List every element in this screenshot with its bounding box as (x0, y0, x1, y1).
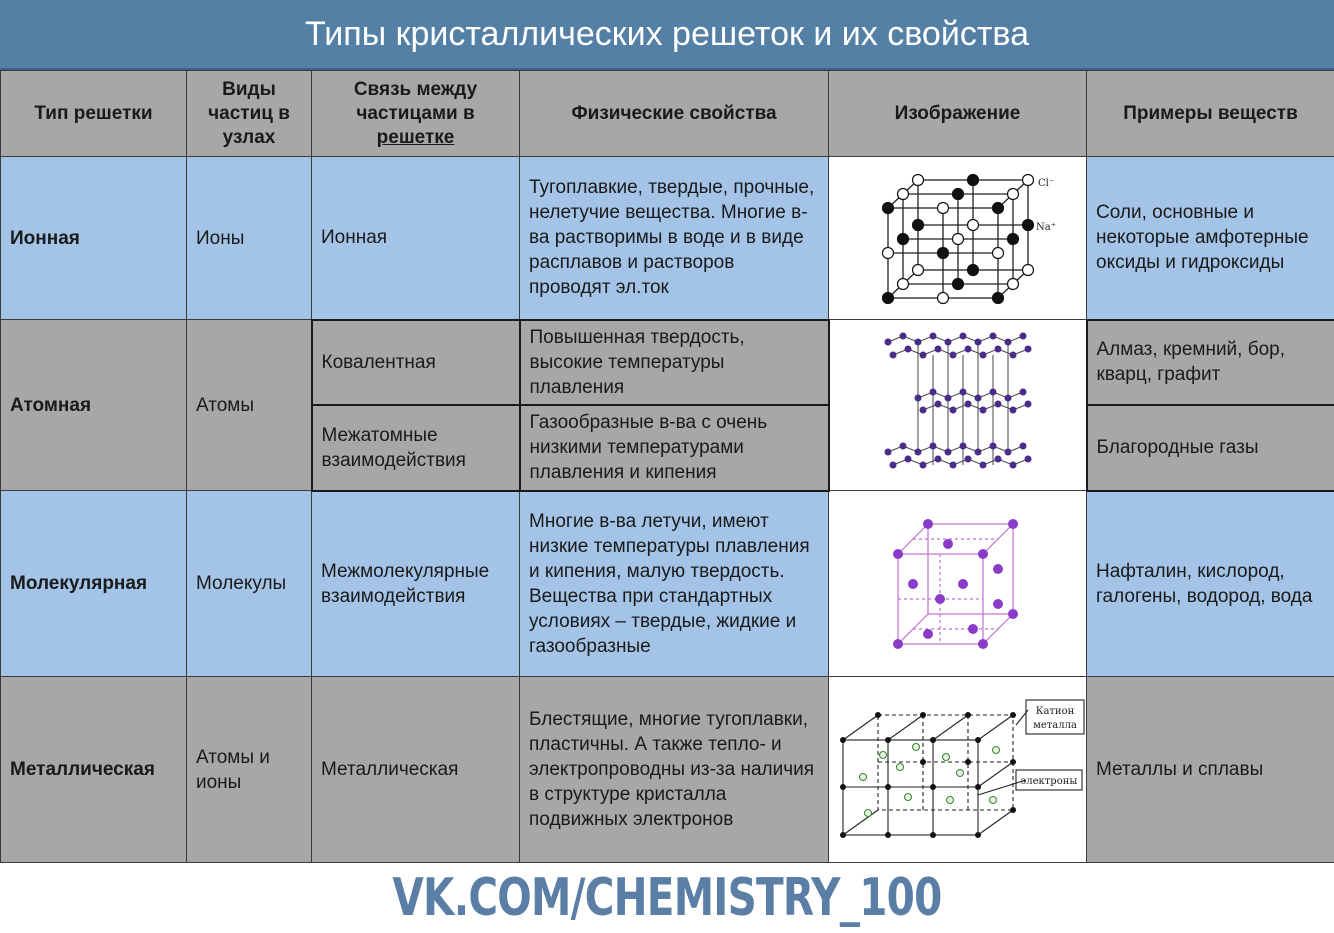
table-row-metallic (1, 677, 1334, 863)
metallic-label-electrons: электроны (1020, 775, 1078, 787)
header-examples: Примеры веществ (1087, 71, 1334, 157)
cell-bond: Ковалентная (312, 320, 520, 405)
cell-bond: Межмолекулярные взаимодействия (312, 491, 520, 677)
cell-examples: Благородные газы (1087, 405, 1334, 491)
table-row-atomic-1 (1, 320, 1334, 405)
header-particles: Виды частиц в узлах (187, 71, 312, 157)
cell-type: Атомная (1, 320, 187, 491)
cell-physical: Тугоплавкие, твердые, прочные, нелетучие вещества. Многие в-ва растворимы в воде и в виде расплавов и растворов проводят эл.ток (520, 157, 829, 320)
header-physical: Физические свойства (520, 71, 829, 157)
metallic-lattice-image (838, 695, 1087, 845)
cell-physical: Повышенная твердость, высокие температуры плавления (520, 320, 829, 405)
header-bond (312, 71, 520, 157)
cell-particles: Атомы (187, 320, 312, 491)
cell-examples: Металлы и сплавы (1087, 677, 1334, 863)
cell-image-molecular (829, 491, 1087, 677)
lattice-table (0, 70, 1334, 863)
cell-particles: Молекулы (187, 491, 312, 677)
atomic-lattice-image (878, 330, 1038, 480)
table-row-molecular (1, 491, 1334, 677)
cell-physical: Многие в-ва летучи, имеют низкие температуры плавления и кипения, малую твердость. Вещества при стандартных условиях – твердые, жидкие и газообразные (520, 491, 829, 677)
cell-examples: Нафталин, кислород, галогены, водород, вода (1087, 491, 1334, 677)
cell-type: Ионная (1, 157, 187, 320)
cell-physical: Газообразные в-ва с очень низкими температурами плавления и кипения (520, 405, 829, 491)
ionic-label-cl: Cl⁻ (1037, 178, 1054, 189)
header-bond-text: Связь между частицами в (353, 78, 478, 124)
cell-bond: Металлическая (312, 677, 520, 863)
molecular-lattice-image (888, 514, 1028, 654)
cell-physical: Блестящие, многие тугоплавки, пластичны. А также тепло- и электропроводны из-за наличия в структуре кристалла подвижных электронов (520, 677, 829, 863)
cell-image-atomic (829, 320, 1087, 491)
cell-particles: Ионы (187, 157, 312, 320)
footer-watermark-link: VK.COM/CHEMISTRY_100 (392, 867, 942, 928)
cell-particles: Атомы и ионы (187, 677, 312, 863)
cell-examples: Алмаз, кремний, бор, кварц, графит (1087, 320, 1334, 405)
ionic-lattice-image (858, 168, 1058, 308)
cell-examples: Соли, основные и некоторые амфотерные оксиды и гидроксиды (1087, 157, 1334, 320)
cell-type: Металлическая (1, 677, 187, 863)
header-bond-underlined: решетке (376, 126, 455, 148)
cell-type: Молекулярная (1, 491, 187, 677)
cell-image-ionic (829, 157, 1087, 320)
cell-image-metallic (829, 677, 1087, 863)
cell-bond: Межатомные взаимодействия (312, 405, 520, 491)
header-type: Тип решетки (1, 71, 187, 157)
table-header-row (1, 71, 1334, 157)
metallic-label-cation-2: металла (1033, 719, 1077, 731)
header-image: Изображение (829, 71, 1087, 157)
metallic-label-cation-1: Катион (1035, 705, 1075, 717)
table-row-ionic (1, 157, 1334, 320)
page-title: Типы кристаллических решеток и их свойства (0, 0, 1334, 70)
cell-bond: Ионная (312, 157, 520, 320)
ionic-label-na: Na⁺ (1035, 222, 1056, 233)
